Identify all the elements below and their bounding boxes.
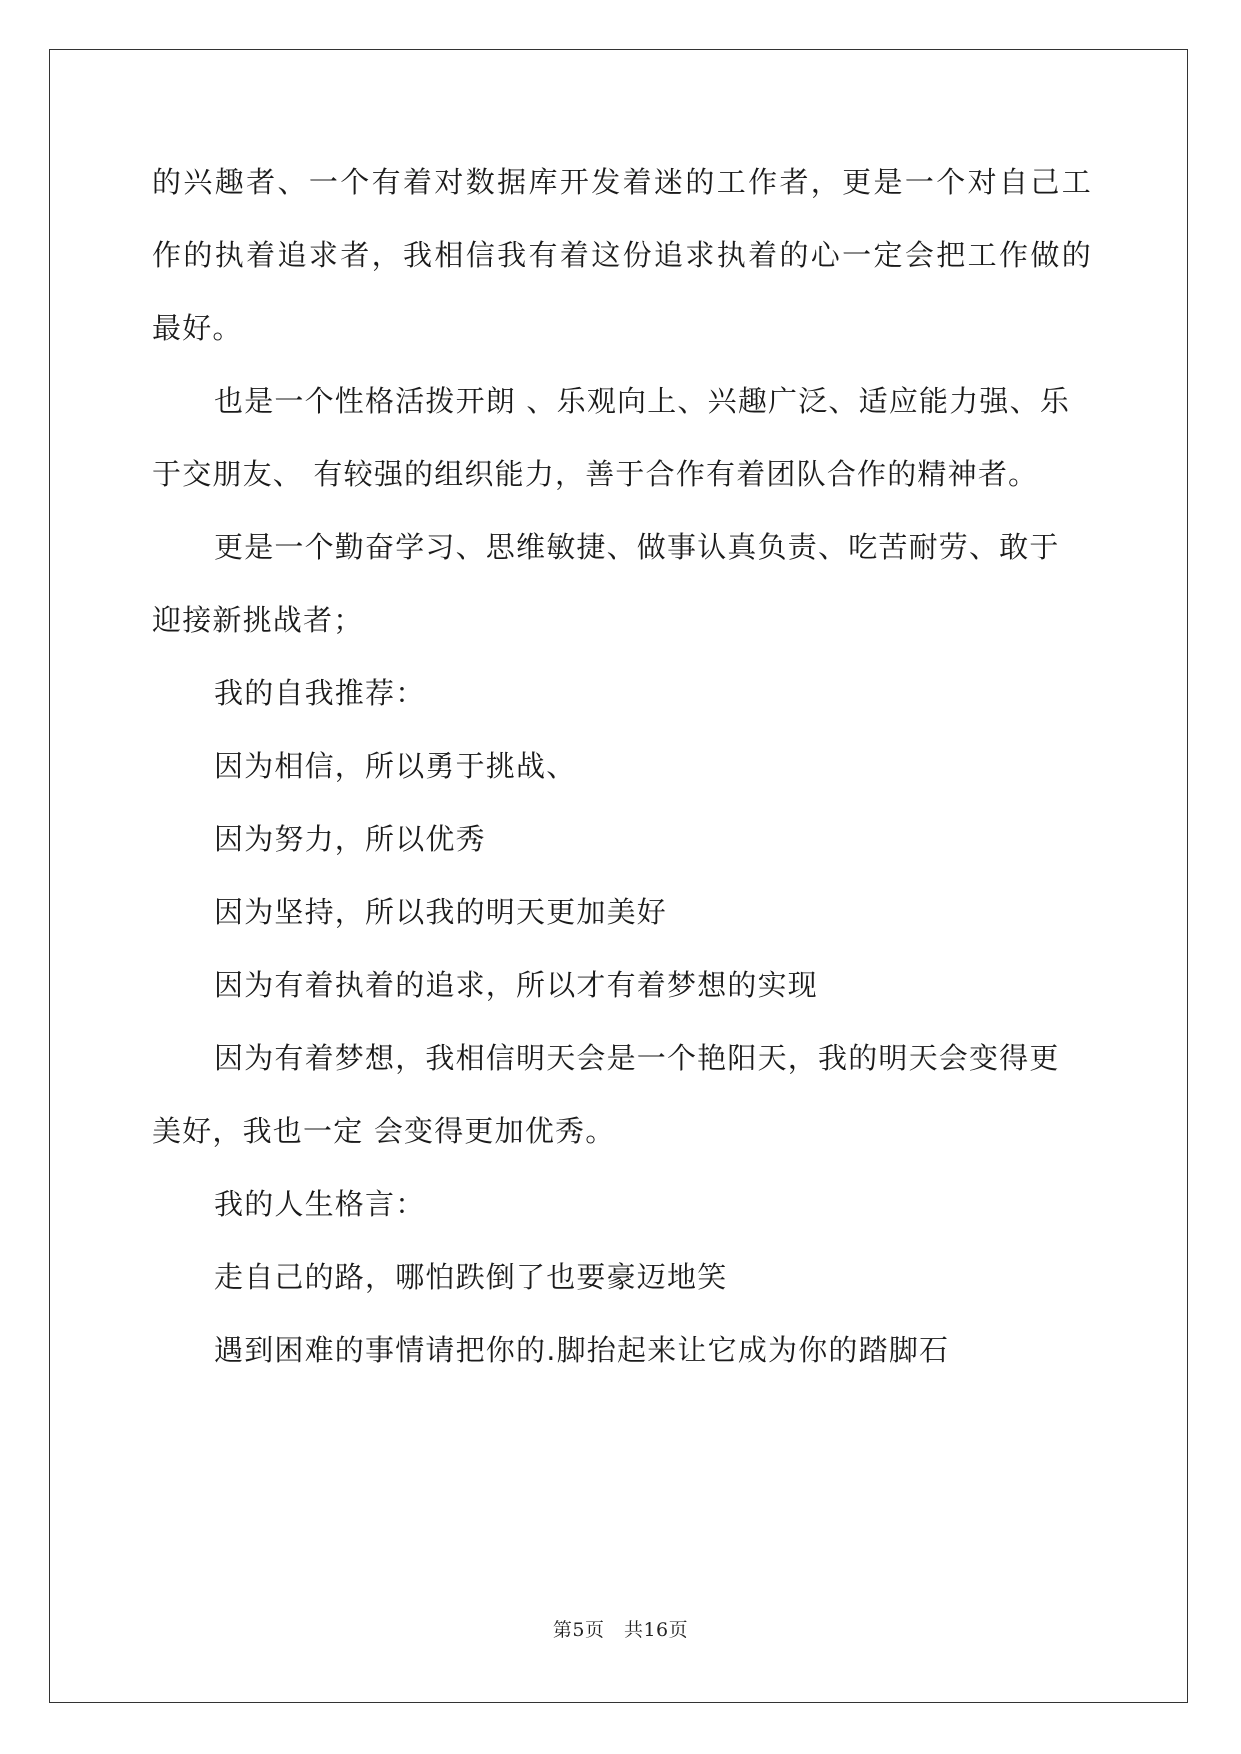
- section-heading: 我的人生格言：: [214, 1187, 426, 1221]
- text-line: 的兴趣者、一个有着对数据库开发着迷的工作者，更是一个对自己工: [152, 165, 1092, 199]
- section-heading: 我的自我推荐：: [214, 676, 426, 710]
- list-item: 因为有着执着的追求，所以才有着梦想的实现: [214, 968, 819, 1002]
- page-border: [49, 49, 1188, 1703]
- text-line: 作的执着追求者，我相信我有着这份追求执着的心一定会把工作做的: [152, 238, 1092, 272]
- paragraph-start: 也是一个性格活拨开朗 、乐观向上、兴趣广泛、适应能力强、乐: [214, 384, 1071, 418]
- paragraph-start: 更是一个勤奋学习、思维敏捷、做事认真负责、吃苦耐劳、敢于: [214, 530, 1060, 564]
- text-line: 美好，我也一定 会变得更加优秀。: [152, 1114, 616, 1148]
- list-item: 因为相信，所以勇于挑战、: [214, 749, 577, 783]
- text-line: 于交朋友、 有较强的组织能力，善于合作有着团队合作的精神者。: [152, 457, 1039, 491]
- page-number: 第5页 共16页: [552, 1619, 689, 1641]
- text-line: 最好。: [152, 311, 243, 345]
- list-item: 走自己的路，哪怕跌倒了也要豪迈地笑: [214, 1260, 728, 1294]
- list-item: 因为努力，所以优秀: [214, 822, 486, 856]
- list-item: 因为坚持，所以我的明天更加美好: [214, 895, 668, 929]
- paragraph-start: 因为有着梦想，我相信明天会是一个艳阳天，我的明天会变得更: [214, 1041, 1060, 1075]
- text-line: 迎接新挑战者；: [152, 603, 364, 637]
- list-item: 遇到困难的事情请把你的.脚抬起来让它成为你的踏脚石: [214, 1333, 950, 1367]
